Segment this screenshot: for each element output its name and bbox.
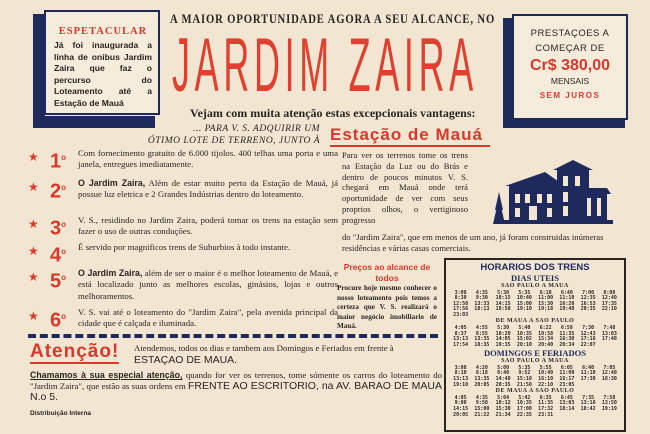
departure-time: 22:35 (516, 411, 532, 418)
route-name: DE MAUA A SAO PAULO (495, 388, 575, 395)
advantage-text (78, 178, 338, 202)
advantage-number (50, 148, 78, 172)
notice-address: FRENTE AO ESCRITORIO, na AV. BARAO DE MAUA N.o 5. (30, 380, 442, 403)
price-line-3: MENSAIS (550, 76, 590, 86)
page-title: JARDIM ZAIRA (172, 23, 478, 108)
departure-time: 8:55 (475, 330, 488, 337)
route-times (450, 291, 620, 319)
departure-time: 17:54 (453, 341, 469, 348)
departure-time: 10:35 (516, 400, 532, 407)
departure-time: 18:42 (580, 405, 596, 412)
departure-time: 13:03 (601, 330, 617, 337)
departure-time: 12:35 (580, 295, 596, 302)
departure-time: 11:35 (559, 330, 575, 337)
departure-time: 4:05 (454, 324, 467, 331)
departure-time: 20:40 (538, 341, 554, 348)
prices-text: Procure hoje mesmo conhecer o nosso loteamento pois temos a certeza que V. S. realizará o maior negócio imobiliario de Mauá. (337, 284, 437, 330)
price-box (512, 14, 628, 120)
advantage-text (78, 148, 338, 172)
departure-time: 19:48 (559, 306, 575, 313)
departure-time: 13:13 (453, 336, 469, 343)
price-line-1: PRESTAÇOES A (530, 28, 610, 39)
star-icon: ★ (28, 217, 39, 231)
departure-time: 13:50 (601, 400, 617, 407)
departure-time: 6:40 (560, 289, 573, 296)
departure-time: 12:50 (453, 300, 469, 307)
departure-time: 8:30 (454, 295, 467, 302)
timetable-title: HORARIOS DOS TRENS (480, 262, 590, 273)
departure-time: 16:17 (559, 376, 575, 383)
star-icon: ★ (28, 150, 39, 164)
departure-time: 10:12 (495, 400, 511, 407)
departure-time: 22:07 (580, 341, 596, 348)
ordinal-suffix: o (61, 312, 67, 321)
advantage-item (28, 178, 338, 202)
advantage-number (50, 242, 78, 266)
departure-time: 8:40 (497, 370, 510, 377)
departure-time: 6:45 (560, 394, 573, 401)
departure-time: 7:48 (603, 324, 616, 331)
departure-time: 4:35 (475, 289, 488, 296)
route-times (450, 326, 620, 348)
departure-time: 18:13 (474, 306, 490, 313)
departure-time: 17:35 (601, 300, 617, 307)
departure-time: 20:05 (453, 411, 469, 418)
departure-time: 11:35 (538, 400, 554, 407)
subtitle-wrap (190, 106, 490, 121)
advantage-bold: O Jardim Zaira, (78, 268, 143, 278)
page-title-wrap (172, 23, 478, 108)
departure-time: 3:08 (454, 289, 467, 296)
departure-time: 7:05 (603, 364, 616, 371)
departure-time: 7:00 (582, 289, 595, 296)
departure-time: 14:40 (495, 376, 511, 383)
route-name: SAO PAULO A MAUA (501, 283, 569, 289)
lead-text (128, 123, 320, 147)
station-heading-wrap (330, 125, 490, 147)
departure-time: 11:10 (559, 295, 575, 302)
station-heading: Estação de Mauá (330, 125, 483, 144)
advantage-item (28, 148, 338, 172)
departure-time: 5:35 (518, 289, 531, 296)
departure-time: 5:30 (497, 324, 510, 331)
departure-time: 4:35 (475, 394, 488, 401)
departure-time: 4:20 (475, 364, 488, 371)
advantage-number-value: 1 (50, 150, 62, 173)
departure-time: 12:40 (601, 370, 617, 377)
lead-line-2-wrap (128, 135, 320, 147)
departure-time: 16:20 (559, 300, 575, 307)
ordinal-suffix: o (61, 273, 67, 282)
advantage-bold: O Jardim Zaira, (78, 178, 146, 188)
departure-time: 14:15 (495, 300, 511, 307)
headline: A MAIOR OPORTUNIDADE AGORA A SEU ALCANCE, NO (170, 12, 496, 26)
attention-heading: Atenção! (30, 341, 120, 362)
departure-time: 4:05 (454, 394, 467, 401)
departure-time: 5:30 (497, 289, 510, 296)
departure-time: 13:16 (580, 400, 596, 407)
star-icon: ★ (28, 309, 39, 323)
departure-time: 10:58 (538, 330, 554, 337)
advantage-body: Com fornecimento gratuito de 6.000 tijolos. 400 telhas uma porta e uma janela, entregues imediatamente. (78, 148, 338, 170)
departure-time: 18:30 (601, 376, 617, 383)
attention-text-station: ESTAÇAO DE MAUA. (134, 354, 238, 366)
departure-time: 9:52 (518, 370, 531, 377)
departure-time: 9:30 (475, 295, 488, 302)
timetable-section-heading: DIAS UTEIS (511, 273, 559, 283)
departure-time: 7:35 (582, 394, 595, 401)
departure-time: 12:40 (601, 295, 617, 302)
advantage-text (78, 215, 338, 239)
departure-time: 18:14 (559, 405, 575, 412)
departure-time: 19:10 (453, 381, 469, 388)
star-icon: ★ (28, 244, 39, 258)
ordinal-suffix: o (61, 247, 67, 256)
ordinal-suffix: o (61, 183, 67, 192)
departure-time: 20:35 (495, 381, 511, 388)
promo-box (44, 10, 160, 115)
departure-time: 13:35 (474, 376, 490, 383)
departure-time: 23:31 (538, 411, 554, 418)
train-timetable (444, 258, 626, 432)
timetable-section-heading: DOMINGOS E FERIADOS (483, 348, 586, 359)
promo-text: Já foi inaugurada a linha de onibus Jardim Zaira que faz o percurso do Loteamento até a Estação de Mauá (54, 40, 152, 108)
departure-time: 19:10 (516, 306, 532, 313)
departure-time: 6:40 (582, 364, 595, 371)
departure-time: 9:00 (454, 400, 467, 407)
route-times (450, 396, 620, 418)
advantage-number (50, 307, 78, 331)
departure-time: 20:35 (580, 306, 596, 313)
house-illustration (485, 158, 613, 226)
departure-time: 16:10 (538, 376, 554, 383)
departure-time: 22:10 (538, 381, 554, 388)
departure-time: 15:00 (516, 300, 532, 307)
departure-time: 10:35 (516, 330, 532, 337)
departure-time: 17:16 (580, 336, 596, 343)
departure-time: 20:34 (559, 341, 575, 348)
departure-time: 11:00 (538, 295, 554, 302)
advantage-number-value: 4 (50, 244, 62, 267)
departure-time: 17:56 (453, 306, 469, 313)
departure-time: 15:10 (516, 376, 532, 383)
departure-time: 5:42 (518, 394, 531, 401)
departure-time: 19:35 (495, 341, 511, 348)
departure-time: 19:18 (538, 306, 554, 313)
advantage-item (28, 268, 338, 302)
departure-time: 21:34 (495, 411, 511, 418)
departure-time: 5:00 (497, 364, 510, 371)
route-name: SAO PAULO A MAUA (501, 358, 569, 365)
advantage-item (28, 307, 338, 331)
departure-time: 15:00 (474, 405, 490, 412)
departure-time: 6:58 (560, 324, 573, 331)
route-times (450, 366, 620, 388)
notice-main: quando for ver os terrenos, tome sómente os carros do loteamento do "Jardim Zaira", que estão as suas ordens em (30, 370, 442, 391)
departure-time: 20:10 (516, 341, 532, 348)
timetable-sections (450, 273, 620, 418)
subtitle: Vejam com muita atenção estas excepcionais vantagens: (190, 106, 476, 120)
departure-time: 6:35 (539, 394, 552, 401)
attention-text-main: Atendemos, todos os dias e tambem aos Domingos e Feriados em frente à (134, 343, 394, 353)
departure-time: 3:08 (454, 364, 467, 371)
departure-time: 4:55 (475, 324, 488, 331)
departure-time: 6:22 (539, 324, 552, 331)
departure-time: 14:15 (453, 405, 469, 412)
advantage-item (28, 215, 338, 239)
advantage-number (50, 215, 78, 239)
departure-time: 19:19 (601, 405, 617, 412)
divider (28, 334, 438, 338)
departure-time: 18:50 (495, 306, 511, 313)
departure-time: 11:10 (580, 370, 596, 377)
departure-time: 20:05 (474, 381, 490, 388)
departure-time: 8:18 (475, 370, 488, 377)
departure-time: 6:10 (539, 289, 552, 296)
advantage-text (78, 307, 338, 331)
notice-bold: Chamamos à sua especial atenção, (30, 370, 183, 380)
departure-time: 7:58 (603, 394, 616, 401)
departure-time: 10:40 (516, 295, 532, 302)
departure-time: 8:37 (454, 330, 467, 337)
departure-time: 16:30 (559, 336, 575, 343)
departure-time: 13:33 (474, 300, 490, 307)
advantage-body: É servido por magnificos trens de Suburbios à todo instante. (78, 242, 291, 252)
departure-time: 15:30 (538, 300, 554, 307)
departure-time: 5:35 (518, 364, 531, 371)
departure-time: 17:48 (601, 336, 617, 343)
distribution-note: Distribuição Interna (30, 410, 92, 417)
advantage-text (78, 242, 338, 266)
departure-time: 10:20 (495, 330, 511, 337)
departure-time: 12:43 (580, 330, 596, 337)
departure-time: 10:15 (495, 295, 511, 302)
departure-time: 17:32 (538, 405, 554, 412)
departure-time: 14:05 (495, 336, 511, 343)
departure-time: 13:13 (453, 376, 469, 383)
departure-time: 16:53 (580, 300, 596, 307)
departure-time: 23:05 (559, 381, 575, 388)
departure-time: 5:55 (539, 364, 552, 371)
prices-box (337, 262, 437, 332)
ordinal-suffix: o (61, 220, 67, 229)
price-line-2: COMEÇAR DE (535, 43, 605, 54)
departure-time: 8:10 (454, 370, 467, 377)
departure-time: 15:30 (495, 405, 511, 412)
route-name: DE MAUA A SAO PAULO (495, 318, 575, 325)
advantage-body: V. S., residindo no Jardim Zaira, poderá tomar os trens na estação sem fazer o uso de outras conduções. (78, 215, 338, 237)
lead-line-2: ÓTIMO LOTE DE TERRENO, JUNTO À (147, 136, 320, 146)
departure-time: 11:00 (559, 370, 575, 377)
advantage-body: além de ser o maior é o melhor loteamento de Mauá, e está localizado junto as melhores escolas, ginásios, lojas e outros melhoramentos. (78, 268, 338, 301)
attention-text (134, 342, 442, 366)
directions-text: Para ver os terrenos tome os trens na Estação da Luz ou do Brás e dentro de poucos minutos V. S. chegará em Mauá onde terá oportunidade de ver com seus proprios olhos, o vertiginoso progresso (342, 150, 468, 225)
notice-text (30, 370, 442, 403)
departure-time: 10:40 (538, 370, 554, 377)
departure-time: 17:00 (516, 405, 532, 412)
advantage-number-value: 5 (50, 270, 62, 293)
ordinal-suffix: o (61, 153, 67, 162)
departure-time: 7:30 (582, 324, 595, 331)
departure-time: 13:35 (474, 336, 490, 343)
star-icon: ★ (28, 180, 39, 194)
departure-time: 5:04 (497, 394, 510, 401)
advantage-body: V. S. vai até o loteamento do "Jardim Zaira", pela avenida principal da cidade que é calçada e iluminada. (78, 307, 338, 329)
advantage-text (78, 268, 338, 302)
departure-time: 6:05 (560, 364, 573, 371)
price-line-4: SEM JUROS (539, 91, 601, 100)
price-value: Cr$ 380,00 (529, 57, 611, 74)
departure-time: 22:10 (601, 306, 617, 313)
departure-time: 17:30 (580, 376, 596, 383)
advantage-number-value: 2 (50, 180, 62, 203)
promo-title: ESPETACULAR (58, 26, 148, 37)
advantage-number-value: 3 (50, 217, 62, 240)
star-icon: ★ (28, 270, 39, 284)
departure-time: 21:22 (474, 411, 490, 418)
advantage-item (28, 242, 338, 266)
departure-time: 15:34 (538, 336, 554, 343)
directions-text-continued: do "Jardim Zaira", que em menos de um ano, já foram construidas inúmeras residências e várias casas comerciais. (342, 232, 604, 253)
departure-time: 18:35 (474, 341, 490, 348)
departure-time: 13:03 (559, 400, 575, 407)
advantage-number (50, 268, 78, 302)
advantage-body: Além de estar muito perto da Estação de Mauá, já possue luz eletrica e 2 Grandes Indústrias dentro do loteamento. (78, 178, 338, 200)
departure-time: 9:50 (475, 400, 488, 407)
departure-time: 21:50 (516, 381, 532, 388)
advantage-number-value: 6 (50, 309, 62, 332)
prices-title: Preços ao alcance de todos (343, 262, 431, 283)
departure-time: 23:03 (453, 311, 469, 318)
lead-line-1: ... PARA V. S. ADQUIRIR UM (193, 124, 320, 134)
departure-time: 8:08 (603, 289, 616, 296)
advantage-number (50, 178, 78, 202)
departure-time: 5:40 (518, 324, 531, 331)
lead-line-1-wrap (128, 123, 320, 135)
departure-time: 15:02 (516, 336, 532, 343)
